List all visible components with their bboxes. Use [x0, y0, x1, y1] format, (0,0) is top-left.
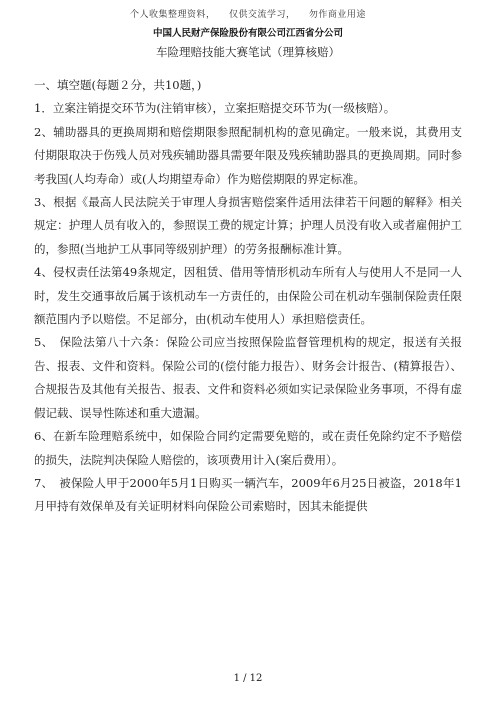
company-name: 中国人民财产保险股份有限公司江西省分公司: [152, 28, 343, 39]
document-title: 车险理赔技能大赛笔试（理算核赔）: [156, 45, 340, 59]
question-paragraph: 2、辅助器具的更换周期和赔偿期限参照配制机构的意见确定。一般来说，其费用支付期限取决于伤残人员对残疾辅助器具需要年限及残疾辅助器具的更换周期。同时参考我国(人均寿命）或(人均期望寿命）作为赔偿期限的界定标准。: [34, 124, 462, 186]
page-number: 1 / 12: [233, 673, 263, 684]
section-heading: 一、填空题(每题２分，共10题，): [34, 78, 202, 92]
question-paragraph: 4、侵权责任法第49条规定，因租赁、借用等情形机动车所有人与使用人不是同一人时，发生交通事故后属于该机动车一方责任的，由保险公司在机动车强制保险责任限额范围内予以赔偿。不足部分，由(机动车使用人）承担赔偿责任。: [34, 265, 462, 327]
question-paragraph: 5、 保险法第八十六条：保险公司应当按照保险监督管理机构的规定，报送有关报告、报表、文件和资料。保险公司的(偿付能力报告）、财务会计报告、(精算报告）、合规报告及其他有关报告、报表、文件和资料必须如实记录保险业务事项，不得有虚假记载、误导性陈述和重大遗漏。: [34, 335, 462, 420]
question-paragraph: 6、在新车险理赔系统中，如保险合同约定需要免赔的，或在责任免除约定不予赔偿的损失，法院判决保险人赔偿的，该项费用计入(案后费用）。: [34, 429, 462, 467]
question-paragraph: 7、 被保险人甲于2000年5月1日购买一辆汽车，2009年6月25日被盗，2018年1月甲持有效保单及有关证明材料向保险公司索赔时，因其未能提供: [34, 475, 462, 514]
question-paragraph: 3、根据《最高人民法院关于审理人身损害赔偿案件适用法律若干问题的解释》相关规定：护理人员有收入的，参照误工费的规定计算；护理人员没有收入或者雇佣护工的，参照(当地护工从事同等级别护理）的劳务报酬标准计算。: [34, 195, 462, 256]
document-body: [34, 74, 462, 519]
question-paragraph: 1．立案注销提交环节为(注销审核），立案拒赔提交环节为(一级核赔）。: [34, 101, 396, 116]
header-note: 个人收集整理资料， 仅供交流学习， 勿作商业用途: [130, 10, 366, 20]
